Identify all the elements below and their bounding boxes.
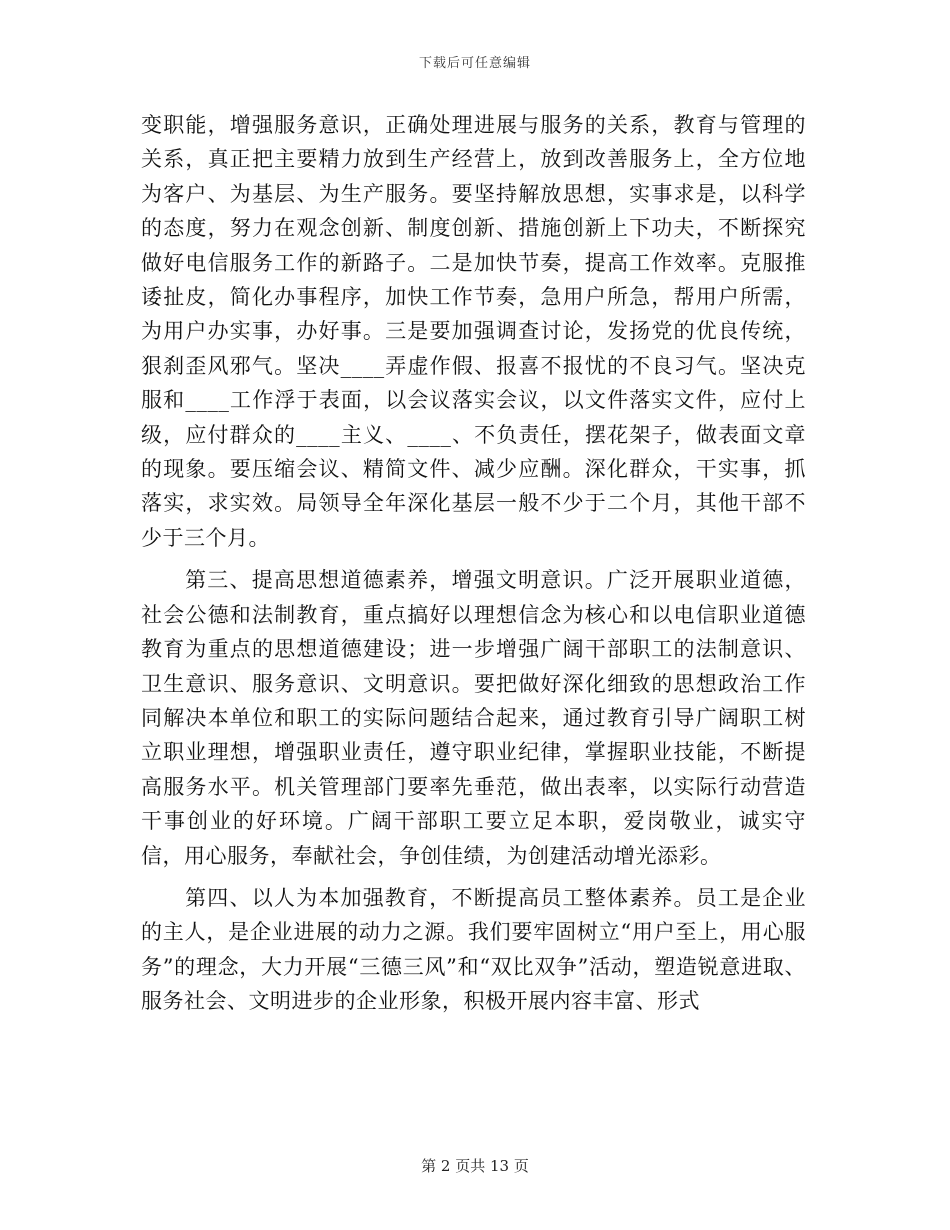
document-body bbox=[141, 108, 806, 1019]
paragraph-third-point: 第三、提高思想道德素养，增强文明意识。广泛开展职业道德，社会公德和法制教育，重点搞好以理想信念为核心和以电信职业道德教育为重点的思想道德建设；进一步增强广阔干部职工的法制意识、卫生意识、服务意识、文明意识。要把做好深化细致的思想政治工作同解决本单位和职工的实际问题结合起来，通过教育引导广阔职工树立职业理想，增强职业责任，遵守职业纪律，掌握职业技能，不断提高服务水平。机关管理部门要率先垂范，做出表率，以实际行动营造干事创业的好环境。广阔干部职工要立足本职，爱岗敬业，诚实守信，用心服务，奉献社会，争创佳绩，为创建活动增光添彩。 bbox=[141, 568, 806, 868]
page-header-note: 下载后可任意编辑 bbox=[418, 56, 531, 71]
page-number: 第 2 页共 13 页 bbox=[421, 1157, 529, 1175]
paragraph-fourth-point: 第四、以人为本加强教育，不断提高员工整体素养。员工是企业的主人，是企业进展的动力之源。我们要牢固树立“用户至上，用心服务”的理念，大力开展“三德三风”和“双比双争”活动，塑造锐意进取、服务社会、文明进步的企业形象，积极开展内容丰富、形式 bbox=[141, 885, 806, 1014]
paragraph-continued: 变职能，增强服务意识，正确处理进展与服务的关系，教育与管理的关系，真正把主要精力放到生产经营上，放到改善服务上，全方位地为客户、为基层、为生产服务。要坚持解放思想，实事求是，以科学的态度，努力在观念创新、制度创新、措施创新上下功夫，不断探究做好电信服务工作的新路子。二是加快节奏，提高工作效率。克服推诿扯皮，简化办事程序，加快工作节奏，急用户所急，帮用户所需，为用户办实事，办好事。三是要加强调查讨论，发扬党的优良传统，狠刹歪风邪气。坚决____弄虚作假、报喜不报忧的不良习气。坚决克服和____工作浮于表面，以会议落实会议，以文件落实文件，应付上级，应付群众的____主义、____、不负责任，摆花架子，做表面文章的现象。要压缩会议、精简文件、减少应酬。深化群众，干实事，抓落实，求实效。局领导全年深化基层一般不少于二个月，其他干部不少于三个月。 bbox=[141, 113, 806, 550]
